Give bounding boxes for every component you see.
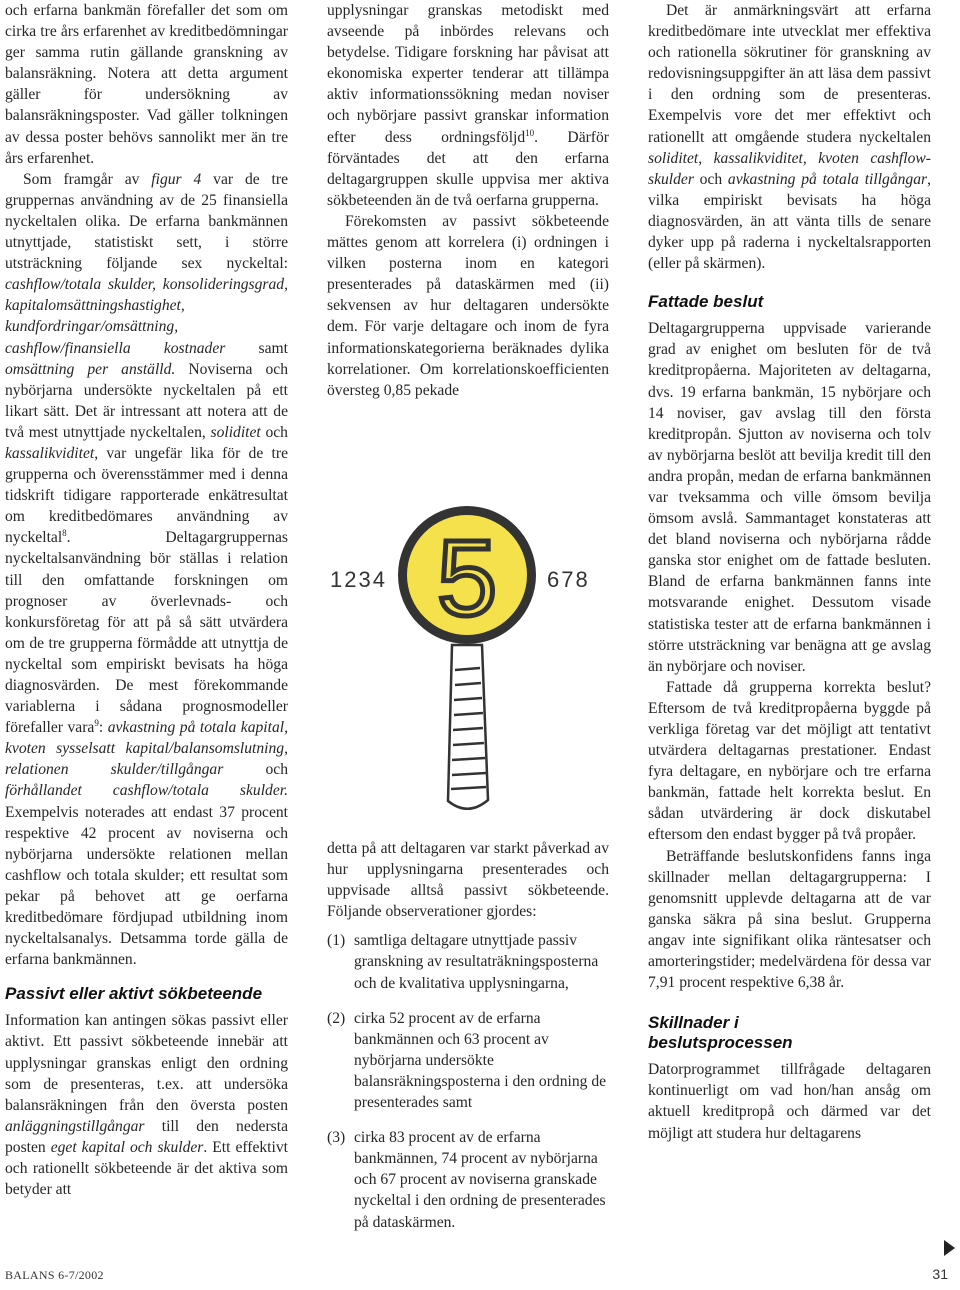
footnote-ref: 8 <box>62 528 67 539</box>
magnifier-icon <box>322 505 612 830</box>
paragraph: detta på att deltagaren var starkt påverkad av hur upplysningarna presenterades och uppvisade alltså passivt sökbeteende. Följande observerationer gjordes: <box>327 840 609 921</box>
paragraph: Information kan antingen sökas passivt eller aktivt. Ett passivt sökbeteende innebär att upplysningar granskas enligt den ordning som de presenteras, t.ex. att undersöka balansräkningen från den översta posten anläggningstillgångar till den nedersta posten eget kapital och skulder. Ett effektivt och rationellt sökbeteende är det aktiva som betyder att <box>5 1012 288 1199</box>
page-number: 31 <box>932 1266 948 1282</box>
column-2 <box>327 0 609 401</box>
paragraph: Beträffande beslutskonfidens fanns inga skillnader mellan deltagargrupperna: I genomsnitt upplevde deltagarna att de var ganska säkra på sina beslut. Grupperna angav inte signifikant olika räntesatser och amorteringstider; medelvärdena för dessa var 7,91 procent respektive 6,38 år. <box>648 847 931 992</box>
continue-arrow-icon <box>944 1240 955 1256</box>
paragraph: Deltagargrupperna uppvisade varierande grad av enighet om besluten för de två kreditpropåerna. Majoriteten av deltagarna, dvs. 19 erfarna bankmän, 15 nybörjare och 14 noviser, gav avslag till den första kreditpropån. Sjutton av noviserna och tolv av nybörjarna beslöt att bevilja kredit till den andra propån, medan de erfarna bankmännen var tveksamma och ville ömsom bevilja ömsom avslå. Sammantaget konstateras att det bland noviserna och nybörjarna rådde ganska stor enighet om de fattade besluten. Bland de erfarna bankmännen fanns inte motsvarande enighet. Dessutom visade statistiska tester att de erfarna bankmännen i större utsträckning var benägna att ge avslag än nybörjare och noviser. <box>648 320 931 675</box>
journal-footer: BALANS 6-7/2002 <box>5 1268 104 1282</box>
paragraph: Fattade då grupperna korrekta beslut? Eftersom de två kreditpropåerna byggde på verkliga företag var det möjligt att tentativt utvärdera deltagarnas prestationer. Endast fyra deltagare, en nybörjare och tre erfarna bankmän, fattade helt korrekta beslut. En sådan utvärdering är dock diskutabel eftersom den endast bygger på två propåer. <box>648 678 931 844</box>
footnote-ref: 9 <box>94 718 99 728</box>
digits-left: 1234 <box>330 567 387 592</box>
section-heading: Skillnader i beslutsprocessen <box>648 1013 793 1053</box>
section-heading: Fattade beslut <box>648 292 764 312</box>
paragraph: och erfarna bankmän förefaller det som om cirka tre års erfarenhet av kreditbedömningar ger samma rutin gällande granskning av balansräkning. Notera att detta argument gäller för undersökning av balansräkningsposter. Vad gäller tolkningen av dessa poster behövs sannolikt mer än tre års erfarenhet. <box>5 2 288 167</box>
magnifier-handle <box>448 645 488 809</box>
magnifying-glass-illustration <box>322 505 612 830</box>
column-3 <box>648 0 931 1144</box>
column-2-lower <box>327 838 609 1233</box>
section-heading: Passivt eller aktivt sökbeteende <box>5 984 263 1004</box>
paragraph: Förekomsten av passivt sökbeteende mättes genom att korrelera (i) ordningen i vilken posterna inom en kategori presenterades på dataskärmen med (ii) sekvensen av hur deltagaren undersökte dem. För varje deltagare och inom de fyra informationskategorierna beräknades dylika korrelationer. Om korrelationskoefficienten översteg 0,85 pekade <box>327 212 609 399</box>
paragraph: Datorprogrammet tillfrågade deltagaren kontinuerligt om vad hon/han ansåg om aktuell kreditpropå och därmed var det möjligt att studera hur deltagarens <box>648 1061 931 1142</box>
observation-list <box>327 930 609 1232</box>
footnote-ref: 10 <box>525 127 535 138</box>
column-1 <box>5 0 288 1200</box>
paragraph: Som framgår av figur 4 var de tre gruppernas användning av de 25 finansiella nyckeltalen olika. De erfarna bankmännen utnyttjade, statistiskt sett, i större utsträckning följande sex nyckeltal: cashflow/totala skulder, konsolideringsgrad, kapitalomsättningshastighet, kundfordringar/omsättning, cashflow/finansiella kostnader samt omsättning per anställd. Noviserna och nybörjarna undersökte nyckeltalen på ett likart sätt. Det är intressant att notera att de två mest utnyttjade nyckeltalen, soliditet och kassalikviditet, var ungefär lika för de tre grupperna och överensstämmer med i denna tidskrift tidigare rapporterade enkätresultat om kreditbedömares användning av nyckeltal$^8$. Deltagargruppernas nyckeltalsanvändning bör ställas i relation till den omfattande forskningen om prognoser av överlevnads- och konkursföretag för att på så sätt utvärdera om de tre grupperna förmådde att utnyttja de nyckeltal som empiriskt bevisats ha höga diagnosvärden. De mest förekommande variablerna i sådana prognosmodeller förefaller vara$^9$: avkastning på totala kapital, kvoten sysselsatt kapital/balansomslutning, relationen skulder/tillgångar och förhållandet cashflow/totala skulder. Exempelvis noterades att endast 37 procent respektive 42 procent av noviserna och nybörjarna undersökte relationen mellan cashflow och totala skulder; ett resultat som pekar på behovet att ge oerfarna kreditbedömare fördjupad utbildning inom nyckeltalsanalys. Detsamma torde gälla de erfarna bankmännen. <box>5 170 289 969</box>
list-item: (3) cirka 83 procent av de erfarna bankmännen, 74 procent av nybörjarna och 67 procent av noviserna granskade nyckeltal i den ordning de presenterades på dataskärmen. <box>327 1129 606 1231</box>
paragraph: upplysningar granskas metodiskt med avseende på inbördes relevans och betydelse. Tidigare forskning har påvisat att ekonomiska experter tenderar att tillämpa aktiv informationssökning medan noviser och nybörjare passivt granskar information efter dess ordningsföljd$^{10}$. Därför förväntades det att den erfarna deltagargruppen skulle uppvisa mer aktiva sökbeteenden än de två oerfarna grupperna. <box>327 2 609 209</box>
digit-center: 5 <box>436 517 498 638</box>
list-item: (2) cirka 52 procent av de erfarna bankmännen och 63 procent av nybörjarna undersökte balansräkningsposterna i den ordning de presenterades samt <box>327 1009 607 1112</box>
digits-right: 678 <box>547 567 590 592</box>
paragraph: Det är anmärkningsvärt att erfarna kreditbedömare inte utvecklat mer effektiva och rationella sökrutiner för granskning av redovisningsuppgifter än att läsa dem passivt i den ordning som de presenteras. Exempelvis vore det mer effektivt och rationellt att omgående studera nyckeltalen soliditet, kassalikviditet, kvoten cashflow-skulder och avkastning på totala tillgångar, vilka empiriskt bevisats ha höga diagnosvärden, än att vänta tills de senare dyker upp på raderna i nyckeltalsrapporten (eller på skärmen). <box>648 2 931 273</box>
list-item: (1) samtliga deltagare utnyttjade passiv granskning av resultaträkningsposterna och de kvalitativa upplysningarna, <box>327 932 599 992</box>
